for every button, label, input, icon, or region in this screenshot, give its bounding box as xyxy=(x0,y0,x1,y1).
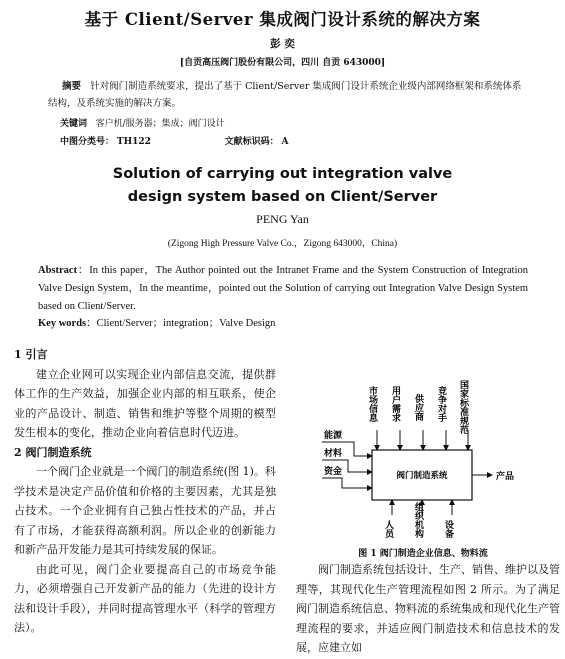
valve-system-diagram xyxy=(292,370,554,545)
doc-code-label: 文献标识码： xyxy=(224,137,279,147)
bottom-item-equipment xyxy=(443,500,454,539)
clc-label: 中图分类号： xyxy=(60,137,115,147)
top-input-4 xyxy=(436,385,448,450)
bottom-item-2-label: 组织机构 xyxy=(413,502,423,538)
right-column-paragraph: 阀门制造系统包括设计、生产、销售、维护以及管理等，其现代化生产管理流程如图 2 所示。为了满足阀门制造系统信息、物料流的系统集成和现代化生产管理流程的要求，并适应阀门制造技术和信息技术的发展，应建立如 xyxy=(296,563,560,654)
right-output xyxy=(472,470,514,482)
top-input-5-label: 国家标准规范 xyxy=(458,380,468,434)
abstract-en-label: Abstract xyxy=(38,265,78,276)
top-input-3-label: 供应商 xyxy=(413,394,423,421)
top-input-2-label: 用户需求 xyxy=(390,386,400,422)
affiliation-en: (Zigong High Pressure Valve Co.，Zigong 643000，China) xyxy=(167,239,398,249)
paper-title-en xyxy=(0,163,565,209)
author-cn: 彭 奕 xyxy=(270,38,295,50)
top-input-1-label: 市场信息 xyxy=(367,386,377,422)
keywords-en-text: ：Client/Server；integration；Valve Design xyxy=(86,318,276,329)
classification-cn xyxy=(60,134,289,147)
keywords-cn-text: 客户机/服务器；集成；阀门设计 xyxy=(95,119,225,129)
section-1-heading: 1 引言 xyxy=(14,348,48,361)
keywords-cn xyxy=(60,116,225,129)
abstract-cn xyxy=(48,78,526,112)
top-input-2 xyxy=(390,385,401,450)
author-en: PENG Yan xyxy=(256,212,309,226)
abstract-cn-text: 针对阀门制造系统要求，提出了基于 Client/Server 集成阀门设计系统企业级内部网络框架和系统体系结构，及系统实施的解决方案。 xyxy=(48,81,522,109)
paper-title-cn: 基于 Client/Server 集成阀门设计系统的解决方案 xyxy=(84,10,481,29)
left-input-2-label: 材料 xyxy=(324,449,343,459)
abstract-cn-label: 摘要 xyxy=(62,81,82,92)
section-2-paragraph-1: 一个阀门企业就是一个阀门的制造系统(图 1)。科学技术是决定产品价值和价格的主要因素，尤其是独占技术。一个企业拥有自己独占性技术的产品，并占有了市场，才能获得高额利润。所以企业的创新能力和新产品开发能力是其可持续发展的保证。 xyxy=(14,465,276,556)
title-en-line2: design system based on Client/Server xyxy=(127,189,438,205)
doc-code-value: A xyxy=(281,137,289,147)
title-en-line1: Solution of carrying out integration valve xyxy=(112,166,453,182)
section-2-paragraph-2: 由此可见，阀门企业要提高自己的市场竞争能力，必须增强自己开发新产品的能力（先进的设计方法和设计手段），并同时提高管理水平（科学的管理方法）。 xyxy=(14,562,276,634)
section-2-heading: 2 阀门制造系统 xyxy=(14,445,92,459)
keywords-en-label: Key words xyxy=(38,318,87,329)
section-1-paragraph: 建立企业网可以实现企业内部信息交流，提供群体工作的生产效益，加强企业内部的相互联系，使企业的产品设计、制造、销售和维护等整个周期的模型发生根本的变化，推动企业向着信息时代迈进。 xyxy=(14,367,276,439)
bottom-item-1-label: 人员 xyxy=(383,520,393,538)
top-input-1 xyxy=(367,385,378,450)
top-input-5 xyxy=(458,379,470,450)
figure-1-caption: 图 1 阀门制造企业信息、物料流 xyxy=(358,549,488,559)
right-output-label: 产品 xyxy=(496,472,515,482)
abstract-en xyxy=(38,262,528,316)
keywords-en xyxy=(38,315,275,330)
affiliation-cn: [自贡高压阀门股份有限公司，四川 自贡 643000] xyxy=(179,58,386,68)
keywords-cn-label: 关键词 xyxy=(60,119,88,129)
bottom-item-personnel xyxy=(383,500,394,539)
bottom-item-organization xyxy=(413,500,425,539)
center-label: 阀门制造系统 xyxy=(396,471,448,481)
clc-value: TH122 xyxy=(116,137,151,147)
top-input-4-label: 竞争对手 xyxy=(436,386,446,422)
left-input-1-label: 能源 xyxy=(324,431,343,441)
left-input-3-label: 资金 xyxy=(324,467,343,477)
abstract-en-text: ：In this paper，The Author pointed out the Intranet Frame and the System Construction of Integration Valve Design System，In the meantime，pointed out the Solution of carrying out Integration Valve Design System based on Client/Server. xyxy=(38,265,528,312)
left-input-capital xyxy=(322,465,372,488)
bottom-item-3-label: 设备 xyxy=(443,520,453,538)
top-input-3 xyxy=(413,393,424,450)
left-column xyxy=(14,345,276,638)
